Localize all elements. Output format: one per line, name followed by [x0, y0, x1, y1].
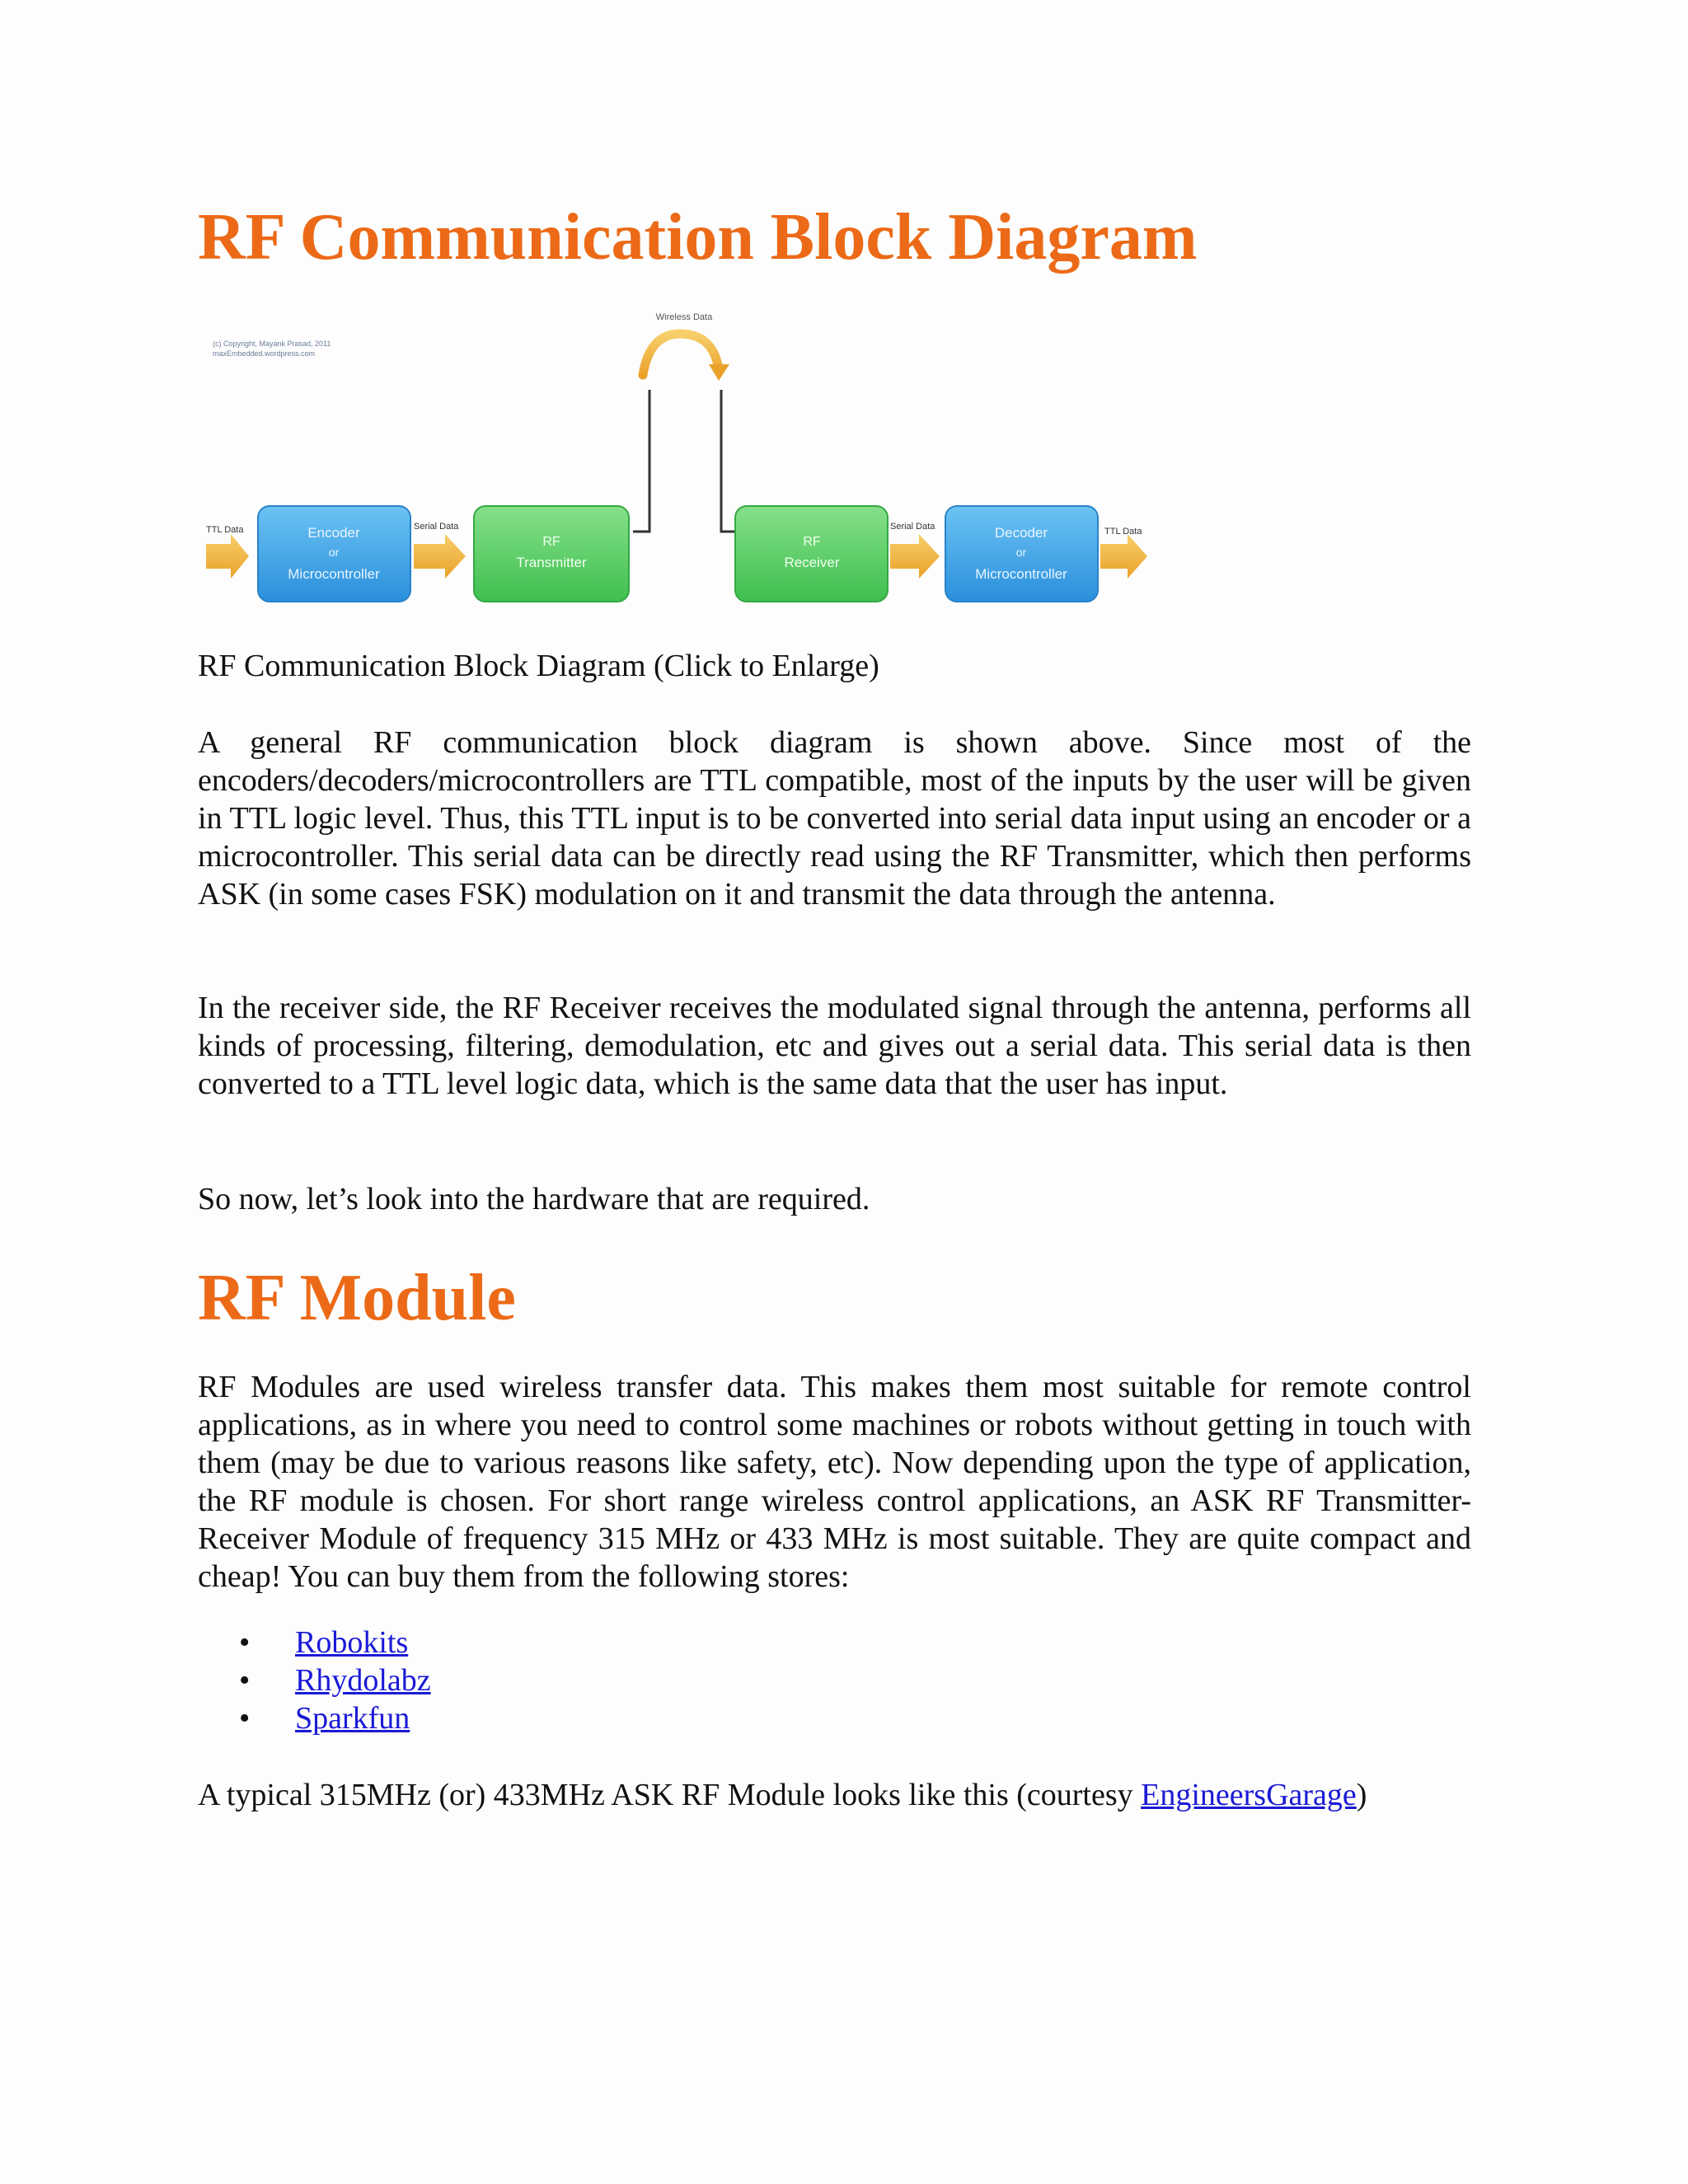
ttl-output-arrow — [1100, 534, 1147, 579]
transmitter-label-line1: RF — [542, 535, 560, 549]
paragraph-rf-modules: RF Modules are used wireless transfer data. This makes them most suitable for remote control applications, as in where you need to control some machines or robots without getting in touch with them (may be due to various reasons like safety, etc). Now depending upon the type of application, the RF module is chosen. For short range wireless control applications, an ASK RF Transmitter-Receiver Module of frequency 315 MHz or 433 MHz is most suitable. They are quite compact and cheap! You can buy them from the following stores: — [198, 1370, 1471, 1594]
store-link-robokits[interactable]: Robokits — [295, 1625, 409, 1660]
bullet-icon: • — [239, 1663, 251, 1698]
heading-rf-communication-block-diagram: RF Communication Block Diagram — [198, 201, 1198, 274]
wireless-arc-arrowhead — [709, 364, 729, 381]
copyright-line-1: (c) Copyright, Mayank Prasad, 2011 — [213, 340, 331, 348]
rf-transmitter-block — [474, 506, 629, 602]
bullet-icon: • — [239, 1701, 251, 1736]
ttl-data-output-label: TTL Data — [1104, 527, 1142, 537]
receiver-antenna — [721, 390, 735, 532]
transmitter-label-line2: Transmitter — [516, 555, 587, 570]
copyright-line-2: maxEmbedded.wordpress.com — [213, 349, 316, 358]
paragraph-general-block-diagram: A general RF communication block diagram is shown above. Since most of the encoders/decoders/microcontrollers are TTL compatible, most of the inputs by the user will be given in TTL logic level. Thus, this TTL input is to be converted into serial data input using an encoder or a microcontroller. This serial data can be directly read using the RF Transmitter, which then performs ASK (in some cases FSK) modulation on it and transmit the data through the antenna. — [198, 725, 1471, 912]
ttl-input-arrow — [206, 534, 249, 579]
wireless-data-label: Wireless Data — [655, 312, 713, 322]
decoder-label-line1: Decoder — [994, 525, 1048, 541]
encoder-label-line1: Encoder — [307, 525, 360, 541]
engineersgarage-link[interactable]: EngineersGarage — [1141, 1778, 1357, 1812]
encoder-label-line2: or — [328, 546, 340, 559]
paragraph-receiver-side: In the receiver side, the RF Receiver receives the modulated signal through the antenna, performs all kinds of processing, filtering, demodulation, etc and gives out a serial data. This serial data is then converted to a TTL level logic data, which is the same data that the user has input. — [198, 991, 1471, 1101]
serial-tx-arrow — [414, 534, 466, 579]
transmitter-antenna — [633, 390, 649, 532]
decoder-label-line2: or — [1015, 546, 1027, 559]
serial-data-rx-label: Serial Data — [890, 522, 935, 532]
paragraph-typical-module — [198, 1776, 1367, 1814]
rf-block-diagram-image[interactable] — [198, 305, 1158, 614]
ttl-data-input-label: TTL Data — [206, 525, 244, 535]
rf-receiver-block — [735, 506, 888, 602]
receiver-label-line2: Receiver — [784, 555, 840, 570]
receiver-label-line1: RF — [803, 535, 821, 549]
store-link-sparkfun[interactable]: Sparkfun — [295, 1701, 410, 1736]
serial-data-tx-label: Serial Data — [414, 522, 459, 532]
bullet-icon: • — [239, 1625, 251, 1660]
diagram-caption: RF Communication Block Diagram (Click to Enlarge) — [198, 649, 879, 683]
store-link-rhydolabz[interactable]: Rhydolabz — [295, 1663, 431, 1698]
stores-list — [198, 1624, 431, 1737]
encoder-label-line3: Microcontroller — [288, 566, 380, 582]
list-item — [198, 1661, 431, 1699]
typical-module-text: A typical 315MHz (or) 433MHz ASK RF Module looks like this (courtesy — [198, 1778, 1142, 1812]
wireless-arc-icon — [643, 334, 719, 375]
list-item — [198, 1624, 431, 1661]
decoder-label-line3: Microcontroller — [975, 566, 1067, 582]
list-item — [198, 1699, 431, 1737]
typical-module-close-paren: ) — [1356, 1778, 1367, 1812]
paragraph-hardware-intro: So now, let’s look into the hardware that are required. — [198, 1182, 870, 1216]
heading-rf-module: RF Module — [198, 1262, 516, 1334]
serial-rx-arrow — [890, 534, 940, 579]
